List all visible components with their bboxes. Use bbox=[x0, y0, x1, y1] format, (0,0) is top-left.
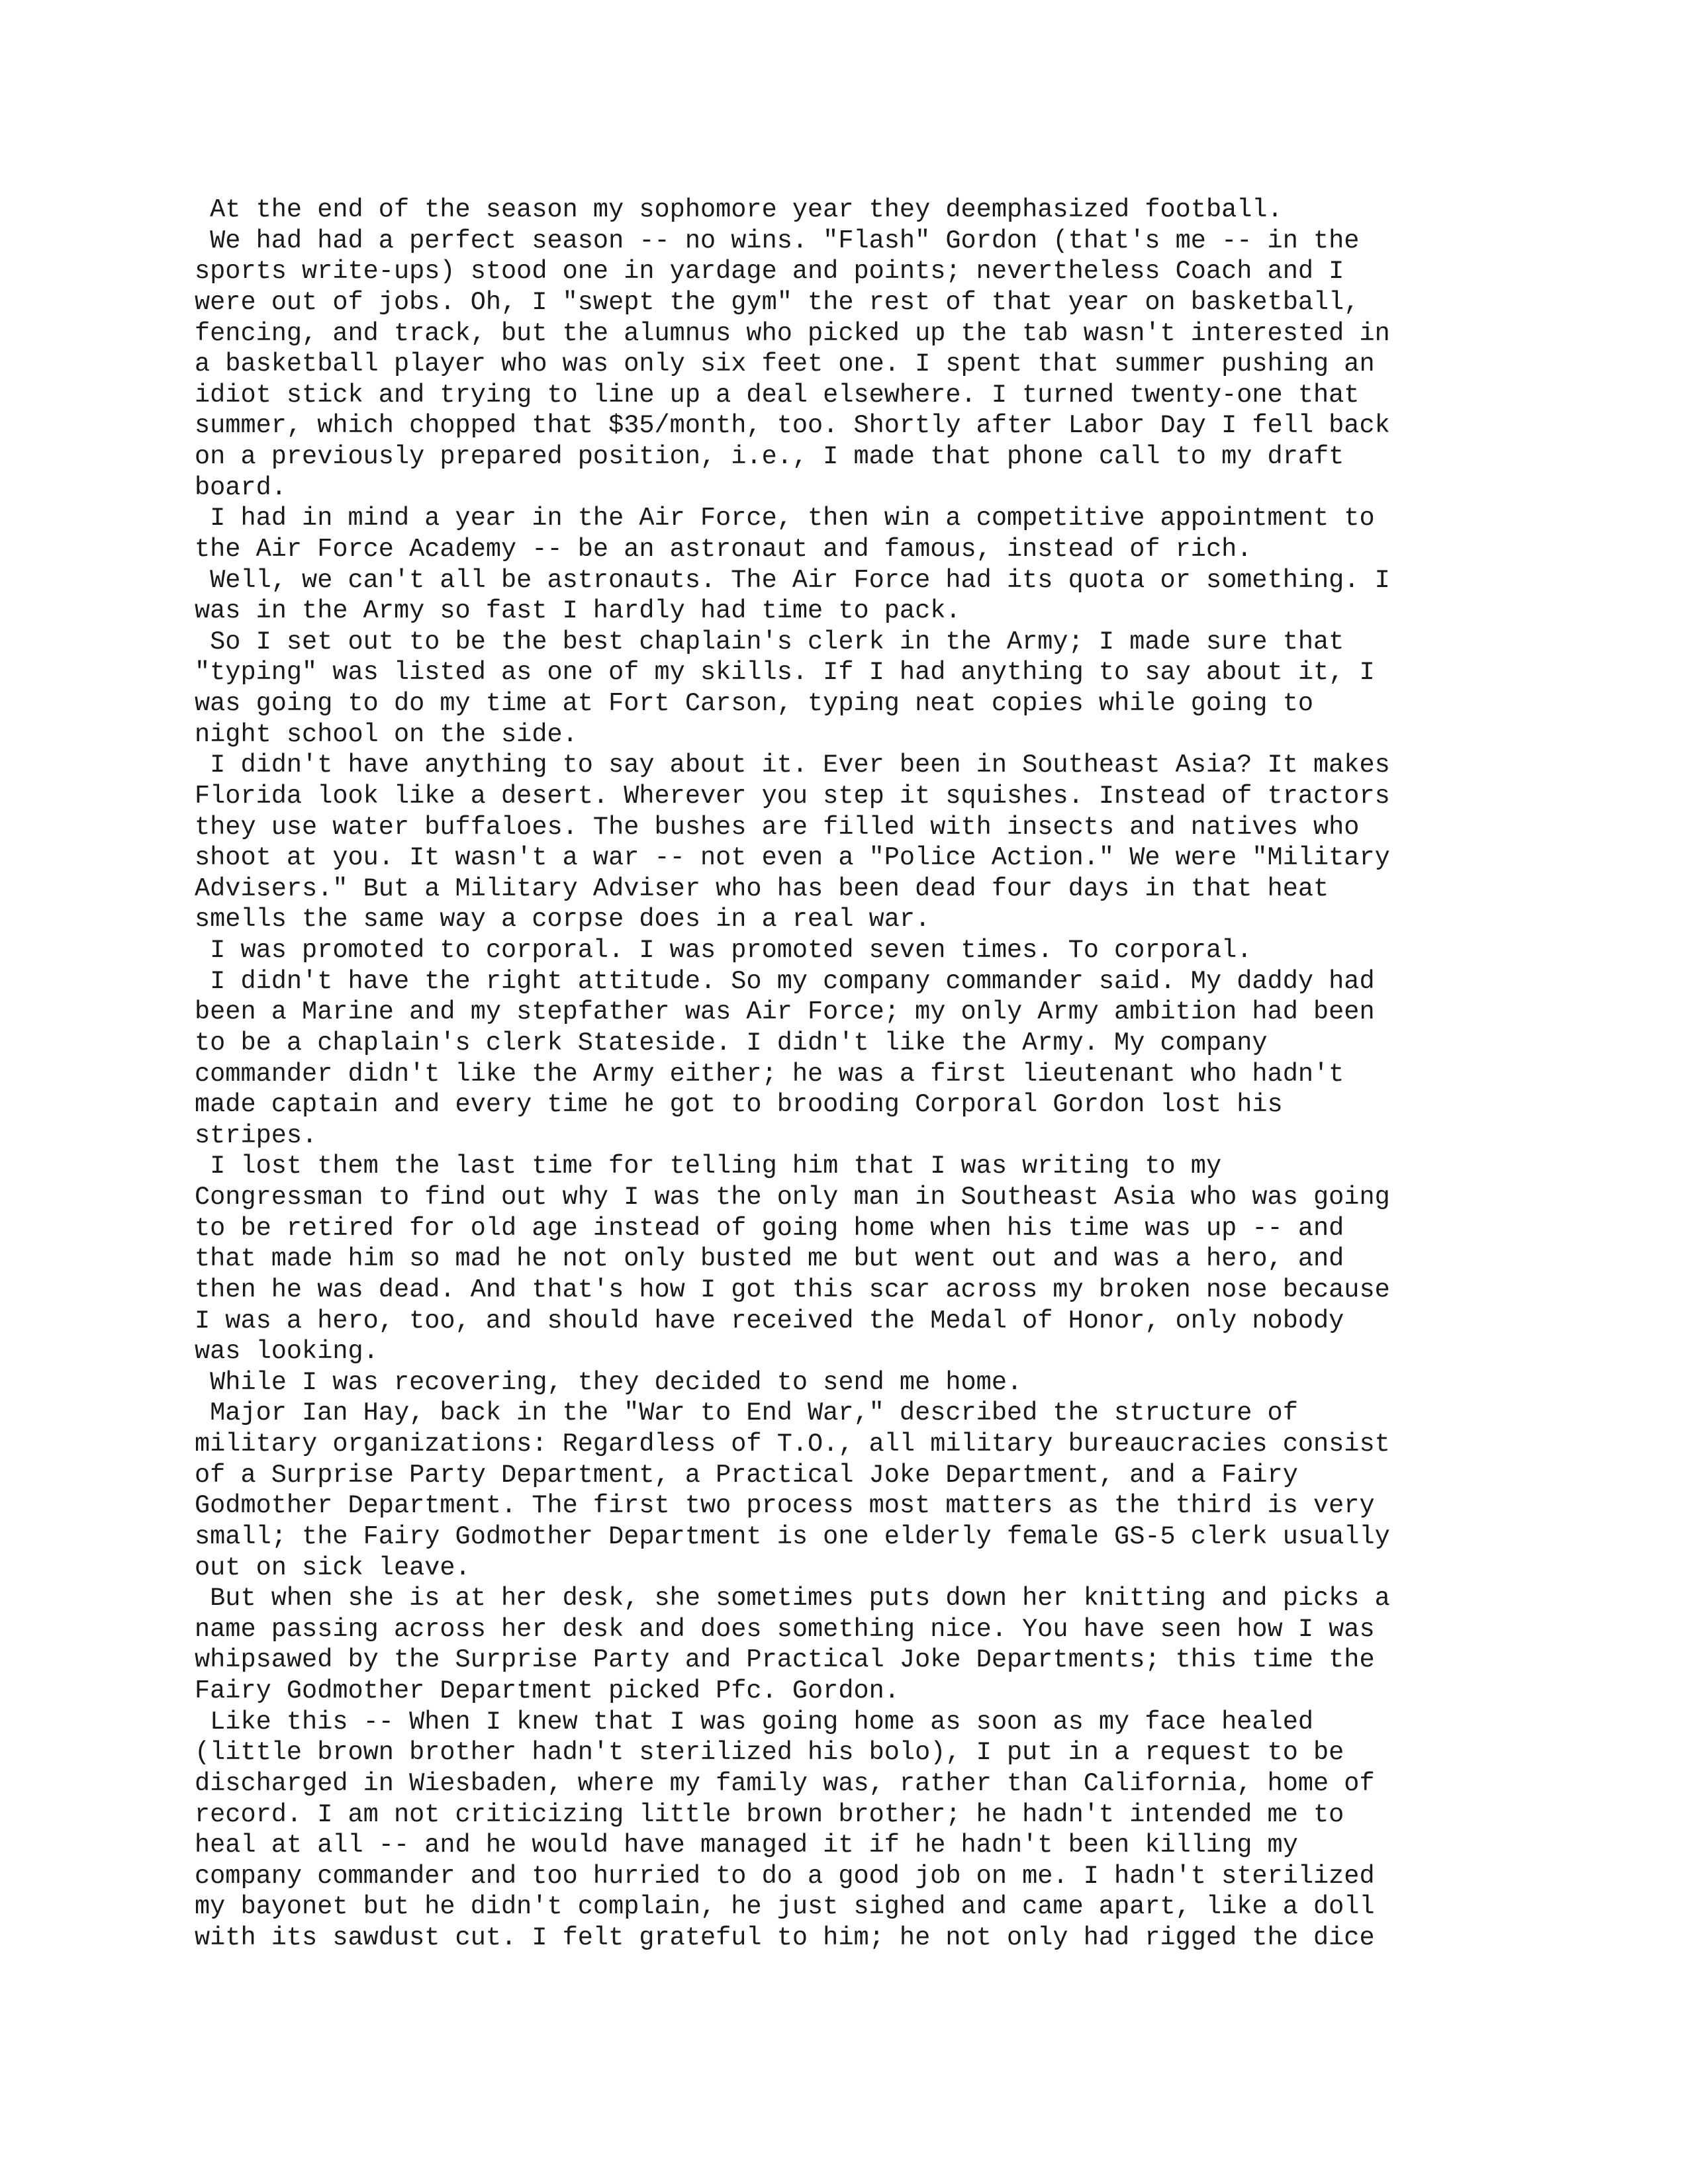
text-line: military organizations: Regardless of T.O., all military bureaucracies consist bbox=[195, 1430, 1390, 1459]
text-line: name passing across her desk and does something nice. You have seen how I was bbox=[195, 1614, 1375, 1644]
text-line: heal at all -- and he would have managed it if he hadn't been killing my bbox=[195, 1831, 1298, 1860]
text-line: Well, we can't all be astronauts. The Air Force had its quota or something. I bbox=[195, 565, 1390, 595]
text-line: fencing, and track, but the alumnus who picked up the tab wasn't interested in bbox=[195, 318, 1390, 348]
text-line: made captain and every time he got to brooding Corporal Gordon lost his bbox=[195, 1090, 1283, 1120]
text-line: I didn't have the right attitude. So my company commander said. My daddy had bbox=[195, 966, 1375, 996]
text-line: (little brown brother hadn't sterilized his bolo), I put in a request to be bbox=[195, 1738, 1344, 1768]
text-line: been a Marine and my stepfather was Air Force; my only Army ambition had been bbox=[195, 997, 1375, 1027]
text-line: board. bbox=[195, 473, 287, 502]
text-line: I had in mind a year in the Air Force, then win a competitive appointment to bbox=[195, 504, 1375, 533]
text-line: out on sick leave. bbox=[195, 1553, 471, 1582]
text-line: small; the Fairy Godmother Department is one elderly female GS-5 clerk usually bbox=[195, 1522, 1390, 1551]
text-line: I was promoted to corporal. I was promoted seven times. To corporal. bbox=[195, 936, 1252, 965]
text-line: shoot at you. It wasn't a war -- not even a "Police Action." We were "Military bbox=[195, 843, 1390, 873]
text-line: my bayonet but he didn't complain, he just sighed and came apart, like a doll bbox=[195, 1892, 1375, 1922]
text-line: I didn't have anything to say about it. Ever been in Southeast Asia? It makes bbox=[195, 751, 1390, 780]
text-line: At the end of the season my sophomore year they deemphasized football. bbox=[195, 195, 1283, 224]
body-text bbox=[195, 195, 1519, 1954]
text-line: to be a chaplain's clerk Stateside. I didn't like the Army. My company bbox=[195, 1028, 1268, 1058]
text-line: "typing" was listed as one of my skills. If I had anything to say about it, I bbox=[195, 658, 1375, 688]
text-line: of a Surprise Party Department, a Practical Joke Department, and a Fairy bbox=[195, 1460, 1298, 1490]
text-line: to be retired for old age instead of going home when his time was up -- and bbox=[195, 1213, 1344, 1243]
text-line: stripes. bbox=[195, 1120, 318, 1150]
text-line: We had had a perfect season -- no wins. "Flash" Gordon (that's me -- in the bbox=[195, 226, 1360, 255]
text-line: commander didn't like the Army either; he was a first lieutenant who hadn't bbox=[195, 1059, 1344, 1089]
text-line: Florida look like a desert. Wherever you step it squishes. Instead of tractors bbox=[195, 781, 1390, 811]
text-line: sports write-ups) stood one in yardage and points; nevertheless Coach and I bbox=[195, 257, 1344, 287]
text-line: was going to do my time at Fort Carson, typing neat copies while going to bbox=[195, 689, 1313, 718]
text-line: company commander and too hurried to do a good job on me. I hadn't sterilized bbox=[195, 1861, 1375, 1891]
text-line: record. I am not criticizing little brown brother; he hadn't intended me to bbox=[195, 1799, 1344, 1829]
text-line: discharged in Wiesbaden, where my family was, rather than California, home of bbox=[195, 1768, 1375, 1798]
text-line: Advisers." But a Military Adviser who has been dead four days in that heat bbox=[195, 874, 1329, 903]
text-line: Major Ian Hay, back in the "War to End War," described the structure of bbox=[195, 1398, 1298, 1428]
text-line: But when she is at her desk, she sometimes puts down her knitting and picks a bbox=[195, 1584, 1390, 1614]
text-line: that made him so mad he not only busted me but went out and was a hero, and bbox=[195, 1244, 1344, 1274]
text-line: on a previously prepared position, i.e., I made that phone call to my draft bbox=[195, 442, 1344, 471]
text-line: was looking. bbox=[195, 1337, 379, 1367]
text-line: was in the Army so fast I hardly had time to pack. bbox=[195, 596, 961, 626]
text-line: they use water buffaloes. The bushes are filled with insects and natives who bbox=[195, 812, 1360, 842]
text-line: summer, which chopped that $35/month, too. Shortly after Labor Day I fell back bbox=[195, 411, 1390, 441]
text-line: I was a hero, too, and should have received the Medal of Honor, only nobody bbox=[195, 1306, 1344, 1336]
text-line: I lost them the last time for telling him that I was writing to my bbox=[195, 1152, 1222, 1181]
text-line: While I was recovering, they decided to send me home. bbox=[195, 1367, 1023, 1397]
text-line: Like this -- When I knew that I was going home as soon as my face healed bbox=[195, 1707, 1313, 1737]
text-line: the Air Force Academy -- be an astronaut and famous, instead of rich. bbox=[195, 534, 1252, 564]
text-line: whipsawed by the Surprise Party and Practical Joke Departments; this time the bbox=[195, 1645, 1375, 1675]
text-line: Congressman to find out why I was the only man in Southeast Asia who was going bbox=[195, 1183, 1390, 1212]
text-line: Godmother Department. The first two process most matters as the third is very bbox=[195, 1491, 1375, 1521]
text-line: idiot stick and trying to line up a deal elsewhere. I turned twenty-one that bbox=[195, 380, 1360, 410]
text-line: were out of jobs. Oh, I "swept the gym" the rest of that year on basketball, bbox=[195, 287, 1360, 317]
text-line: smells the same way a corpse does in a real war. bbox=[195, 905, 931, 934]
text-line: then he was dead. And that's how I got this scar across my broken nose because bbox=[195, 1275, 1390, 1304]
text-line: night school on the side. bbox=[195, 719, 578, 749]
text-line: a basketball player who was only six feet one. I spent that summer pushing an bbox=[195, 349, 1375, 379]
text-line: So I set out to be the best chaplain's clerk in the Army; I made sure that bbox=[195, 627, 1344, 657]
text-line: Fairy Godmother Department picked Pfc. Gordon. bbox=[195, 1676, 900, 1706]
text-line: with its sawdust cut. I felt grateful to him; he not only had rigged the dice bbox=[195, 1923, 1375, 1952]
